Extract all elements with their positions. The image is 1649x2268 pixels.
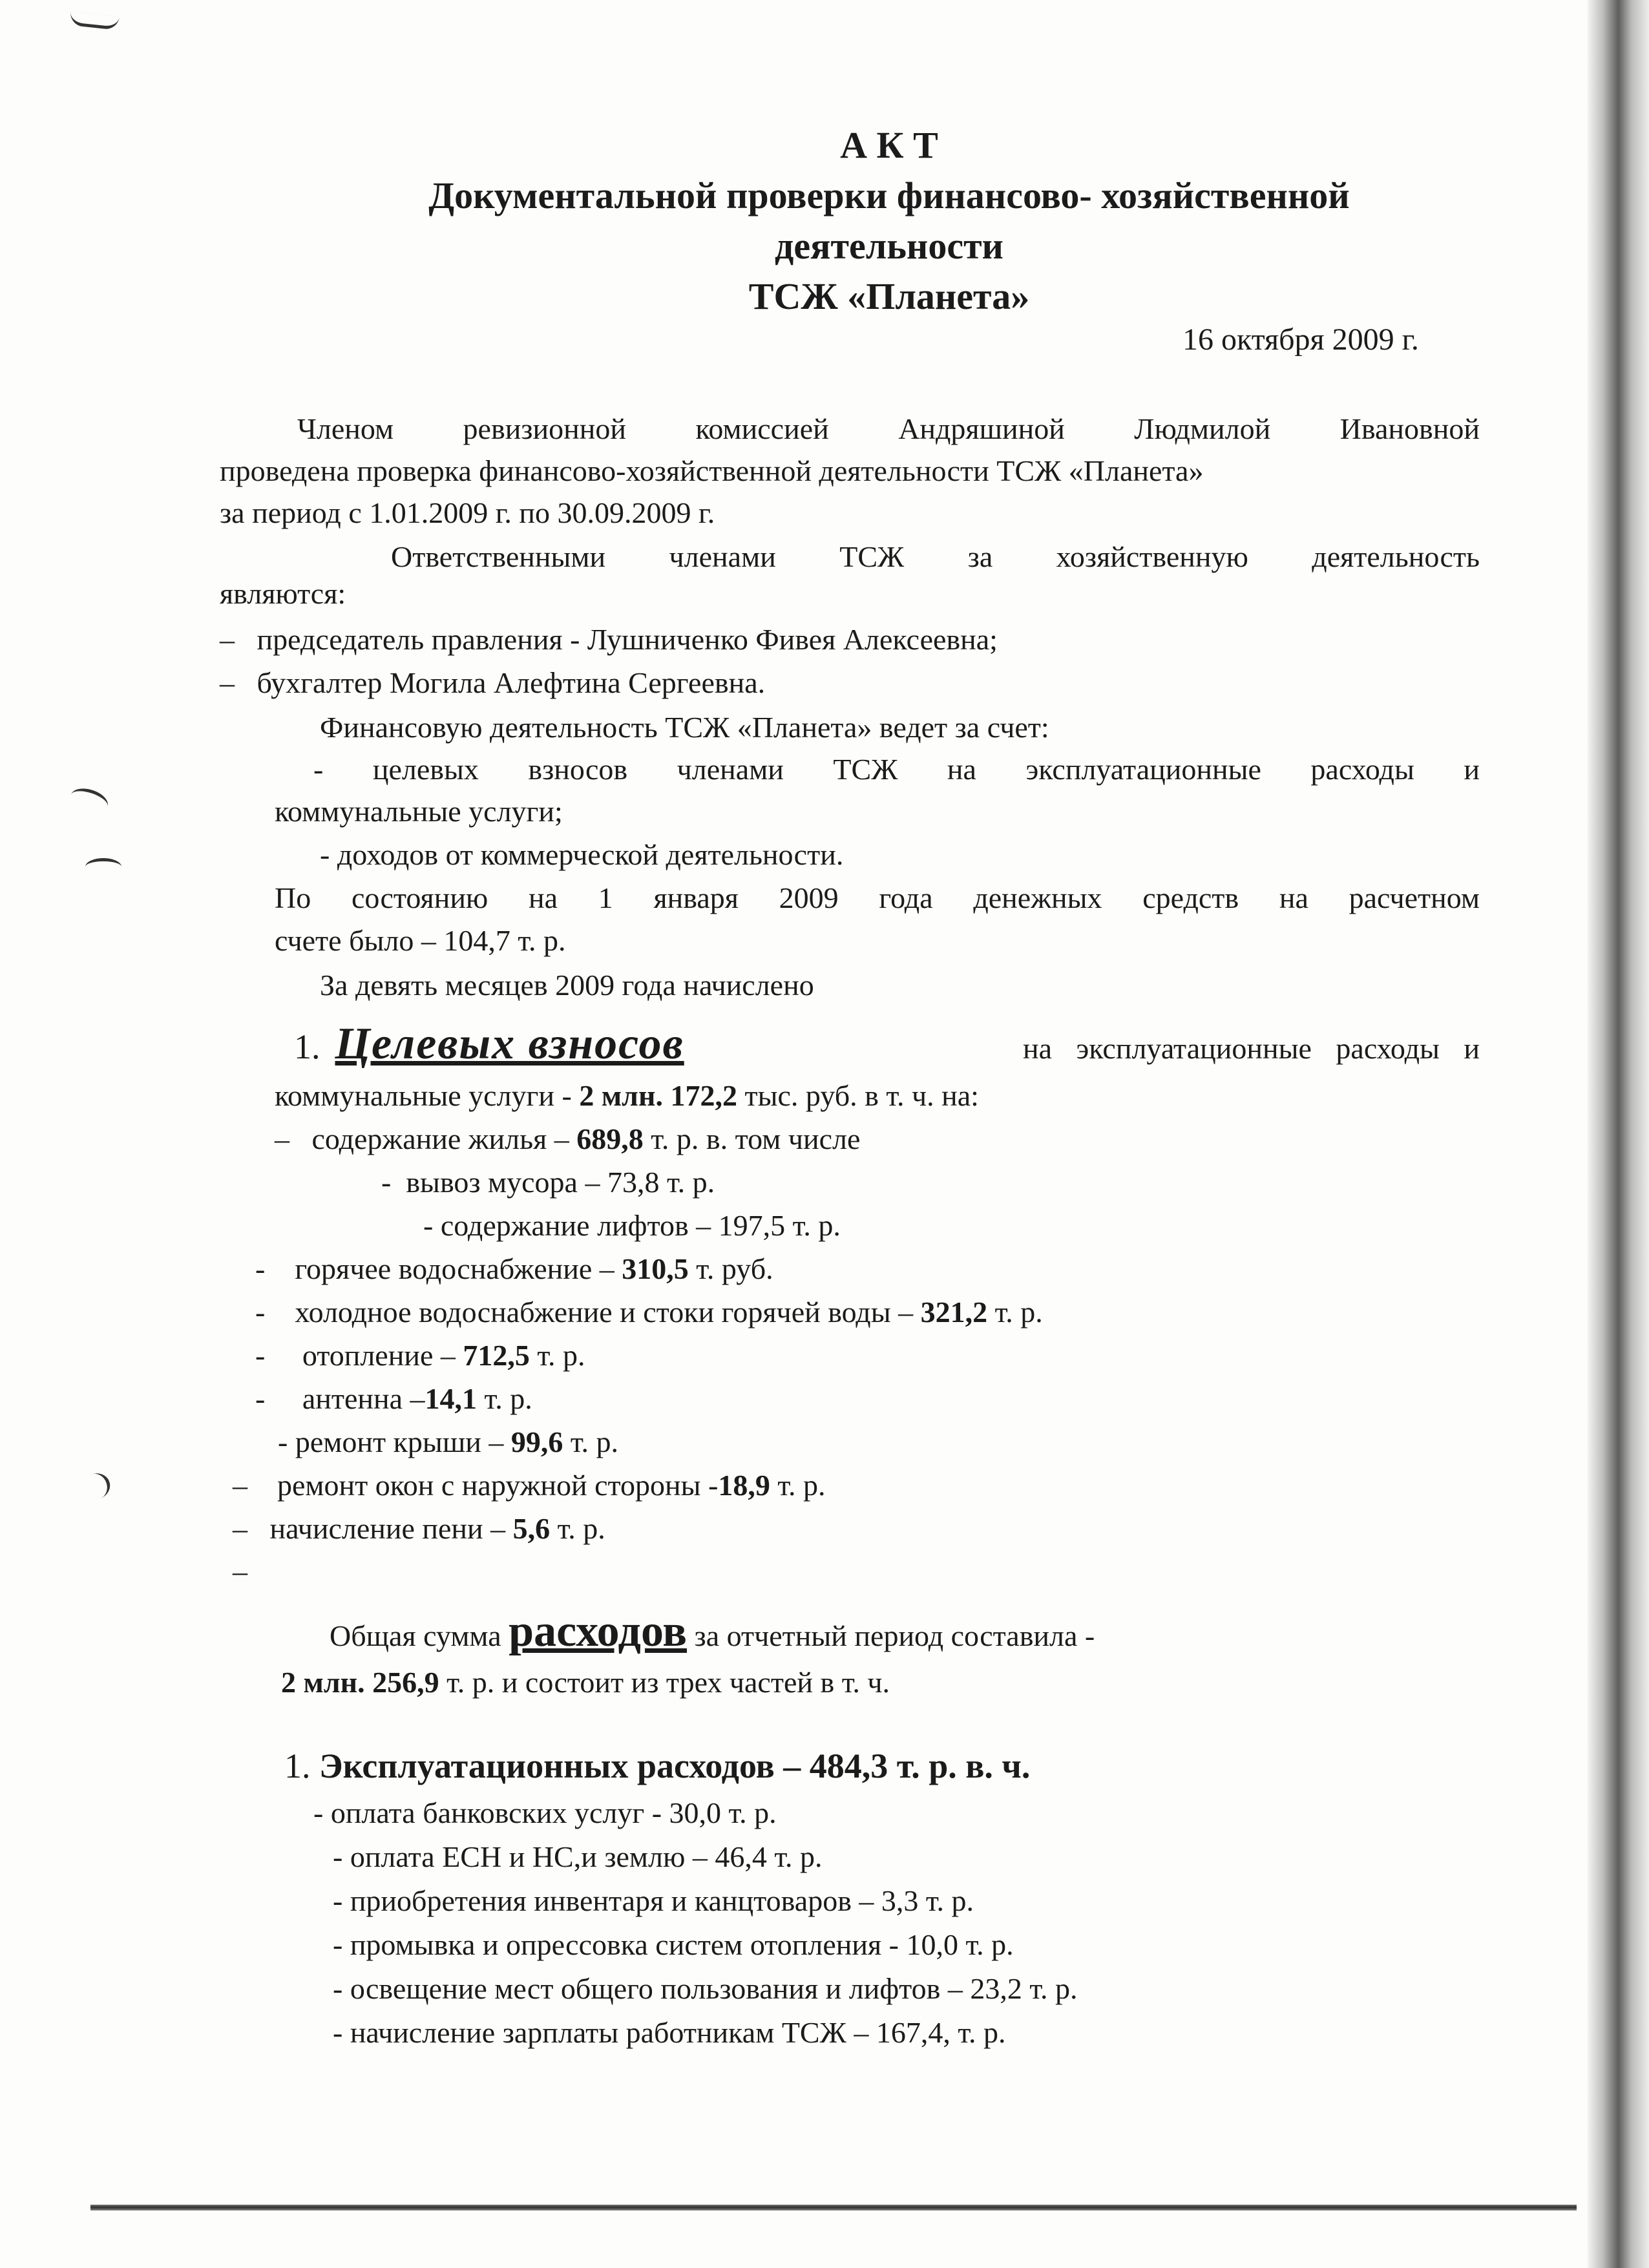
- item-dash: -: [255, 1382, 266, 1415]
- item-rest: т. р.: [570, 1425, 619, 1458]
- item-value: 310,5: [622, 1252, 689, 1285]
- contributions-heading-text: Целевых взносов: [335, 1019, 684, 1069]
- punch-mark: [67, 784, 111, 818]
- contribution-item: [255, 1338, 585, 1374]
- contribution-item: [423, 1208, 841, 1244]
- contributions-line-2a: коммунальные услуги -: [275, 1079, 572, 1112]
- item-rest: т. р. в. том числе: [651, 1122, 861, 1155]
- balance-line-1: По состоянию на 1 января 2009 года денежных средств на расчетном: [275, 881, 1480, 914]
- expenses-line-1c: за отчетный период составила -: [694, 1619, 1095, 1652]
- item-dash: -: [255, 1296, 266, 1328]
- contributions-line-2: [275, 1078, 979, 1114]
- finance-line-1: Финансовую деятельность ТСЖ «Планета» ведет за счет:: [320, 711, 1049, 744]
- responsible-line-1: Ответственными членами ТСЖ за хозяйственную деятельность: [391, 540, 1480, 573]
- expenses-heading: расходов: [509, 1606, 688, 1656]
- item-rest: т. р.: [777, 1469, 826, 1502]
- operational-heading: [284, 1745, 1030, 1787]
- responsible-item-text: бухгалтер Могила Алефтина Сергеевна.: [257, 666, 766, 699]
- contribution-item: [255, 1381, 532, 1417]
- contributions-num: 1.: [294, 1027, 320, 1066]
- item-label: содержание жилья –: [311, 1122, 569, 1155]
- contributions-total: 2 млн. 172,2: [579, 1079, 737, 1112]
- item-value: 689,8: [576, 1122, 644, 1155]
- item-label: горячее водоснабжение –: [295, 1252, 614, 1285]
- corner-mark: [69, 12, 120, 30]
- expenses-line-2b: т. р. и состоит из трех частей в т. ч.: [446, 1666, 890, 1699]
- item-label: вывоз мусора – 73,8 т. р.: [406, 1166, 715, 1199]
- contributions-heading: [294, 1014, 1480, 1078]
- expenses-line-2: [281, 1664, 890, 1701]
- item-rest: т. р.: [994, 1296, 1043, 1328]
- contributions-line-2c: тыс. руб. в т. ч. на:: [744, 1079, 979, 1112]
- contribution-item: [255, 1294, 1043, 1330]
- document-date: 16 октября 2009 г.: [1182, 322, 1419, 357]
- contribution-item: [233, 1467, 826, 1504]
- item-value: 5,6: [512, 1512, 551, 1545]
- contribution-item: [278, 1424, 618, 1460]
- item-label: содержание лифтов – 197,5 т. р.: [440, 1209, 841, 1242]
- responsible-item-text: председатель правления - Лушниченко Фивея Алексеевна;: [257, 623, 998, 656]
- operational-num: 1.: [284, 1747, 311, 1785]
- item-label: отопление –: [302, 1339, 456, 1372]
- responsible-item: – бухгалтер Могила Алефтина Сергеевна.: [220, 666, 766, 699]
- item-dash: -: [423, 1209, 434, 1242]
- intro-line-1b: Андряшиной Людмилой Ивановной: [898, 412, 1480, 445]
- item-label: холодное водоснабжение и стоки горячей воды –: [295, 1296, 914, 1328]
- operational-heading-text: Эксплуатационных расходов – 484,3 т. р. в. ч.: [319, 1747, 1031, 1785]
- contribution-item: [381, 1164, 715, 1201]
- title-line-2: деятельности: [775, 225, 1003, 267]
- item-rest: т. р.: [484, 1382, 532, 1415]
- contribution-item: [255, 1251, 773, 1287]
- operational-item: - оплата банковских услуг - 30,0 т. р.: [313, 1796, 777, 1829]
- item-value: 712,5: [463, 1339, 530, 1372]
- item-dash: -: [255, 1339, 266, 1372]
- accrued-line: За девять месяцев 2009 года начислено: [320, 969, 814, 1002]
- item-rest: т. р.: [557, 1512, 605, 1545]
- finance-item-2: - доходов от коммерческой деятельности.: [320, 838, 844, 871]
- item-dash: -: [278, 1425, 288, 1458]
- operational-item: - оплата ЕСН и НС,и землю – 46,4 т. р.: [333, 1840, 823, 1873]
- item-dash: -: [381, 1166, 392, 1199]
- item-label: начисление пени –: [269, 1512, 506, 1545]
- item-dash: -: [255, 1252, 266, 1285]
- responsible-item: – председатель правления - Лушниченко Фивея Алексеевна;: [220, 623, 998, 656]
- finance-item-1a: - целевых взносов членами ТСЖ на эксплуатационные расходы и: [313, 753, 1480, 786]
- item-rest: т. р.: [537, 1339, 585, 1372]
- intro-line-3: за период с 1.01.2009 г. по 30.09.2009 г.: [220, 496, 715, 529]
- operational-item: - промывка и опрессовка систем отопления - 10,0 т. р.: [333, 1928, 1014, 1961]
- item-dash: –: [275, 1122, 289, 1155]
- item-label: ремонт окон с наружной стороны -: [277, 1469, 719, 1502]
- scan-bottom-line: [90, 2205, 1577, 2210]
- contributions-heading-rest: на эксплуатационные расходы и: [1022, 1032, 1480, 1065]
- operational-item: - начисление зарплаты работникам ТСЖ – 167,4, т. р.: [333, 2016, 1006, 2049]
- punch-mark: [78, 1469, 114, 1504]
- item-value: 99,6: [510, 1425, 563, 1458]
- title-line-1: Документальной проверки финансово- хозяйственной: [428, 174, 1350, 216]
- item-label: ремонт крыши –: [295, 1425, 504, 1458]
- item-rest: т. руб.: [696, 1252, 773, 1285]
- intro-line-1: [297, 411, 1480, 447]
- operational-item: - освещение мест общего пользования и лифтов – 23,2 т. р.: [333, 1972, 1078, 2005]
- expenses-line-1a: Общая сумма: [330, 1619, 501, 1652]
- intro-line-1a: Членом ревизионной комиссией: [297, 412, 829, 445]
- responsible-line-2: являются:: [220, 577, 346, 610]
- item-label: антенна –: [302, 1382, 425, 1415]
- item-dash: –: [233, 1512, 247, 1545]
- contributions-heading-left: [294, 1014, 684, 1078]
- trailing-dash: –: [233, 1555, 247, 1588]
- expenses-line-1: [330, 1602, 1095, 1665]
- item-value: 321,2: [920, 1296, 988, 1328]
- punch-mark: [85, 858, 121, 876]
- finance-item-1b: коммунальные услуги;: [275, 795, 563, 828]
- balance-line-2: счете было – 104,7 т. р.: [275, 924, 566, 957]
- intro-line-2: проведена проверка финансово-хозяйственной деятельности ТСЖ «Планета»: [220, 454, 1204, 487]
- item-value: 14,1: [425, 1382, 478, 1415]
- item-dash: –: [233, 1469, 247, 1502]
- act-title: А К Т: [840, 124, 938, 166]
- contribution-item: [275, 1121, 860, 1157]
- expenses-total: 2 млн. 256,9: [281, 1666, 439, 1699]
- operational-item: - приобретения инвентаря и канцтоваров – 3,3 т. р.: [333, 1884, 974, 1917]
- contribution-item: [233, 1511, 605, 1547]
- title-line-3: ТСЖ «Планета»: [748, 275, 1030, 317]
- item-value: 18,9: [718, 1469, 770, 1502]
- scan-edge-shadow: [1588, 0, 1649, 2268]
